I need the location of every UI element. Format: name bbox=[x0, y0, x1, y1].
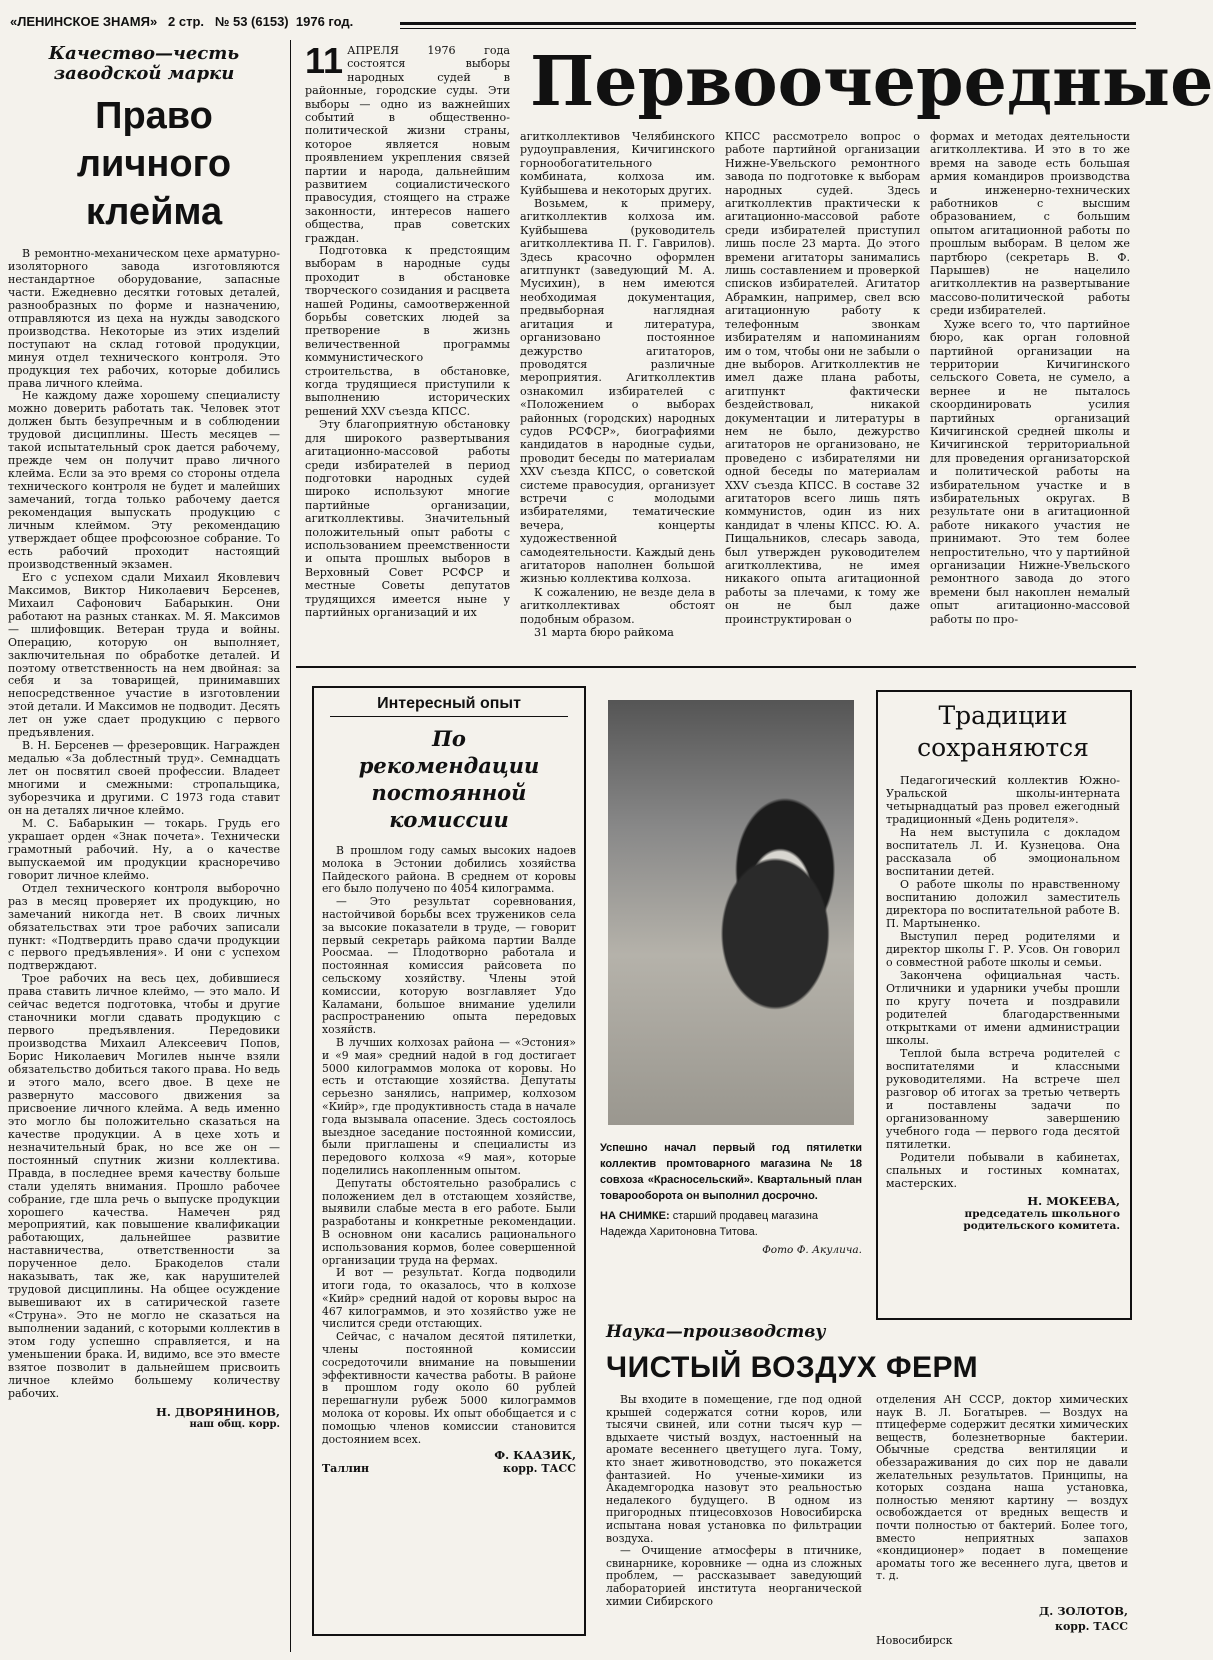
article-body bbox=[8, 248, 280, 1401]
photo-caption: Успешно начал первый год пятилетки коллектив промтоварного магазина № 18 совхоза «Красносельский». Квартальный план товарооборота он выполнил досрочно. bbox=[600, 1142, 862, 1202]
paragraph: Возьмем, к примеру, агитколлектив колхоза им. Куйбышева (руководитель агитколлектива П. Г. Гаврилов). Здесь красочно оформлен агитпункт (заведующий М. А. Мусихин), в нем имеются необходимая документация, предвыборная наглядная агитация и литература, организовано постоянное дежурство агитаторов, проводятся различные мероприятия. Агитколлектив ознакомил избирателей с «Положением о выборах районных (городских) народных судов РСФСР», биографиями кандидатов в народные судьи, проводит беседы по материалам XXV съезда КПСС, о советской системе правосудия, организует встречи с молодыми избирателями, тематические вечера, концерты художественной самодеятельности. Каждый день агитаторов наполнен большой жизнью коллектива колхоза. bbox=[520, 197, 715, 586]
signature-role: корр. ТАСС bbox=[503, 1462, 576, 1476]
masthead-issue: № 53 (6153) bbox=[214, 14, 289, 29]
paragraph: формах и методах деятельности агитколлектива. И это в то же время на заводе есть большая армия командиров производства и инженерно-технических работников с высшим образованием, с большим опытом агитационной работы по прошлым выборам. В целом же партбюро (секретарь В. Ф. Парышев) не нацелило агитколлектив на развертывание массово-политической работы среди избирателей. bbox=[930, 130, 1130, 318]
photo-caption-block bbox=[600, 1140, 862, 1310]
article-commission bbox=[322, 694, 576, 1630]
paragraph: Родители побывали в кабинетах, спальных и гостиных комнатах, мастерских. bbox=[886, 1151, 1120, 1190]
paragraph: Теплой была встреча родителей с воспитателями и классными руководителями. На встрече шел разговор об итогах за третью четверть и поставлены задачи по организованному завершению учебного года — первого года десятой пятилетки. bbox=[886, 1047, 1120, 1151]
article4-footer bbox=[876, 1620, 1128, 1647]
photo-description: старший продавец магазина Надежда Харитоновна Титова. bbox=[600, 1210, 819, 1238]
paragraph: 31 марта бюро райкома bbox=[534, 626, 674, 640]
paragraph: В. Н. Берсенев — фрезеровщик. Награжден медалью «За доблестный труд». Семнадцать лет он посвятил своей профессии. Владеет многими и смежными: стропальщика, зуборезчика и другими. С 1973 года ставит он на деталях личное клеймо. bbox=[8, 739, 280, 817]
signature: Н. ДВОРЯНИНОВ, bbox=[156, 1404, 280, 1419]
article-title: Традиции сохраняются bbox=[917, 701, 1089, 762]
article-col-1 bbox=[606, 1394, 862, 1656]
paragraph: Закончена официальная часть. Отличники и ударники учебы прошли по кругу почета и поздравили родителей благодарственными открытками от имени администрации школы. bbox=[886, 969, 1120, 1047]
signature-role: председатель школьного родительского комитета. bbox=[963, 1208, 1120, 1232]
article-rubric: Качество—честь заводской марки bbox=[48, 43, 240, 84]
paragraph: — Это результат соревнования, настойчивой борьбы всех тружеников села за высокие показатели в труде, — говорит первый секретарь райкома партии Валде Роосмаа. — Плодотворно работала и постоянная комиссия райсовета по сельскому хозяйству. Члены этой комиссии, которую возглавляет Удо Каламани, большое внимание уделили распространению опыта передовых хозяйств. bbox=[322, 895, 576, 1037]
paragraph: В лучших колхозах района — «Эстония» и «9 мая» средний надой в год достигает 5000 килограммов молока от коровы. Но есть и отстающие хозяйства. Депутаты серьезно занялись, например, колхозом «Кийр», где продуктивность стада в начале года вызывала опасение. Здесь состоялось выездное заседание постоянной комиссии, были приглашены и специалисты из передового колхоза «9 мая», которые поделились накопленным опытом. bbox=[322, 1035, 576, 1177]
article-title: Право личного клейма bbox=[76, 95, 232, 233]
paragraph: Сейчас, с началом десятой пятилетки, члены постоянной комиссии сосредоточили внимание на повышении эффективности качества работы. В районе в прошлом году около 60 рублей перешагнули рубеж 5000 килограммов молока от коровы. Их опыт обобщается и с помощью членов комиссии становится достоянием всех. bbox=[322, 1330, 576, 1446]
paragraph: И вот — результат. Когда подводили итоги года, то оказалось, что в колхозе «Кийр» средний надой от коровы вырос на 467 килограммов, и это хозяйство уже не числится среди отстающих. bbox=[322, 1266, 576, 1331]
photo-label: НА СНИМКЕ: bbox=[600, 1210, 670, 1222]
masthead-rule bbox=[400, 22, 1136, 25]
paragraph: КПСС рассмотрело вопрос о работе партийной организации Нижне-Увельского ремонтного завода по подготовке к выборам народных судей. Здесь агитколлектив практически к агитационно-массовой работе среди избирателей приступил лишь после 23 марта. До этого времени агитаторы занимались лишь составлением и проверкой списков избирателей. Агитатор Абрамкин, например, свел всю агитационную работу к телефонным звонкам избирателям и напоминаниям им о том, чтобы они не забыли о дне выборов. Агитколлектив не имел даже плана работы, агитпункт фактически бездействовал, никакой документации и литературы в нем не было, дежурство агитаторов не организовано, не проведено с избирателями ни одной беседы по материалам XXV съезда КПСС. В составе 32 агитаторов всего лишь пять коммунистов, один из них кандидат в члены КПСС. Ю. А. Пищальников, слесарь завода, был утвержден руководителем агитколлектива, не имея никакого опыта агитационной работы за плечами, к тому же он не был даже проинструктирован о bbox=[725, 130, 920, 626]
paragraph: В ремонтно-механическом цехе арматурно-изоляторного завода изготовляются нестандартное оборудование, запасные части. Ежедневно десятки готовых деталей, разнообразных по форме и назначению, отправляются из цеха на нужды заводского производства. Некоторые из этих изделий поступают на склад готовой продукции, минуя отдел технического контроля. Это продукция тех рабочих, которые добились права личного клейма. bbox=[8, 247, 280, 390]
signature: Д. ЗОЛОТОВ, bbox=[1038, 1604, 1128, 1618]
editorial-intro bbox=[305, 40, 510, 245]
paragraph: М. С. Бабарыкин — токарь. Грудь его украшает орден «Знак почета». Технически грамотный рабочий. Ну, а о качестве выпускаемой им продукции красноречиво говорит личное клеймо. bbox=[8, 816, 280, 882]
paragraph: В прошлом году самых высоких надоев молока в Эстонии добились хозяйства Пайдеского района. В среднем от коровы его было получено по 4054 килограмма. bbox=[322, 844, 576, 896]
paragraph: Депутаты обстоятельно разобрались с положением дел в отстающем хозяйстве, выявили слабые места в его работе. Были разработаны и конкретные рекомендации. В основном они касались рационального использования кормов, более совершенной организации труда на фермах. bbox=[322, 1176, 576, 1267]
article-body bbox=[886, 774, 1120, 1190]
signature-role: наш общ. корр. bbox=[189, 1418, 280, 1430]
paragraph: Эту благоприятную обстановку для широкого развертывания агитационно-массовой работы среди избирателей в период подготовки народных судей широко используют многие партийные организации, агитколлективы. Значительный положительный опыт работы с использованием преемственности и опыта прошлых выборов в Верховный Совет РСФСР и местные Советы депутатов трудящихся имеется ныне у партийных организаций и их bbox=[305, 418, 510, 619]
paragraph: К сожалению, не везде дела в агитколлективах обстоят подобным образом. bbox=[520, 585, 715, 626]
masthead-year: 1976 год. bbox=[295, 14, 354, 29]
paragraph: Подготовка к предстоящим выборам в народные суды проходит в обстановке творческого созидания и расцвета нашей Родины, самоотверженной борьбы советских людей за претворение в жизнь величественной программы коммунистического строительства, в обстановке, когда трудящиеся приступили к выполнению исторических решений XXV съезда КПСС. bbox=[305, 244, 510, 418]
article-traditions bbox=[886, 700, 1120, 1312]
editorial-col-3 bbox=[725, 130, 920, 654]
editorial-col-2 bbox=[520, 130, 715, 654]
signature: Ф. КААЗИК, bbox=[494, 1448, 576, 1463]
paragraph: — Очищение атмосферы в птичнике, свинарнике, коровнике — одна из сложных проблем, — рассказывает заведующий лабораторией института неорганической химии Сибирского bbox=[606, 1544, 862, 1608]
column-rule bbox=[290, 40, 291, 1652]
masthead-paper: «ЛЕНИНСКОЕ ЗНАМЯ» bbox=[10, 14, 158, 29]
dateline: Таллин bbox=[322, 1462, 370, 1476]
editorial-title: Первоочередные bbox=[530, 42, 1213, 122]
section-rule bbox=[296, 666, 1136, 668]
article-rubric: Наука—производству bbox=[606, 1322, 826, 1342]
article-personal-stamp bbox=[8, 40, 280, 1655]
paragraph: Трое рабочих на весь цех, добившиеся права ставить личное клеймо, — это мало. И сейчас ведется подготовка, чтобы и другие станочники могли сдавать продукцию с первого предъявления. Передовики производства Михаил Алексеевич Попов, Борис Николаевич Могилев нынче взяли обязательство добиться такого права. Но ведь и этого мало, всего двое. В цехе не развернуто массового движения за присвоение личного клейма. А ведь именно это могло бы положительно сказаться на качестве продукции. А в цехе хоть и незначительный брак, но все же он — постоянный спутник жизни коллектива. Правда, в последнее время качеству больше стали уделять внимания. Прошло рабочее собрание, где шла речь о выпуске продукции хорошего качества. Намечен ряд мероприятий, как повышение квалификации работающих, дальнейшее развитие наставничества, ответственности за порученное дело. Бракоделов стали наказывать, так же, как нарушителей трудовой дисциплины. На общее осуждение вывешивают их в сатирической газете «Струна». Это не могло не сказаться на выполнении заданий, с которыми коллектив в этом году успешно справляется, и на уменьшении брака. И, видимо, все это вместе взятое позволит в дальнейшем присвоить личное клеймо большему количеству рабочих. bbox=[8, 972, 280, 1400]
paragraph: отделения АН СССР, доктор химических наук В. Л. Богатырев. — Воздух на птицеферме содержит десятки химических веществ, болезнетворные бактерии. Обычные средства вентиляции и обеззараживания до сих пор не давали желательных результатов. Принципы, на которых создана наша установка, полностью меняют картину — воздух освобождается от вредных веществ и почти полностью от бактерий. Более того, вместо неприятных запахов «кондиционер» подает в помещение ароматы того же весеннего луга, цветов и т. д. bbox=[876, 1393, 1128, 1583]
paragraph: Выступил перед родителями и директор школы Г. Р. Усов. Он говорил о совместной работе школы и семьи. bbox=[886, 930, 1120, 969]
article-col-2 bbox=[876, 1394, 1128, 1598]
paragraph: Вы входите в помещение, где под одной крышей содержатся сотни коров, или тысячи свиней, или сотни тысяч кур — вдыхаете чистый воздух, настоенный на аромате весеннего цветущего луга. Тому, кто знает животноводство, это покажется фантазией. Но ученые-химики из Академгородка назовут это реальностью недалекого будущего. В одном из пригородных птицесовхозов Новосибирска испытана новая установка по фильтрации воздуха. bbox=[606, 1393, 862, 1545]
article-body bbox=[322, 845, 576, 1446]
signature: Н. МОКЕЕВА, bbox=[1027, 1194, 1120, 1208]
paragraph: О работе школы по нравственному воспитанию доложил заместитель директора по воспитательной работе В. П. Мартыненко. bbox=[886, 878, 1120, 930]
dateline: Новосибирск bbox=[876, 1634, 953, 1647]
paragraph: Его с успехом сдали Михаил Яковлевич Максимов, Виктор Николаевич Берсенев, Михаил Сафонович Бабарыкин. Они работают на разных станках. М. Я. Максимов — шлифовщик. Ветеран труда и войны. Операцию, которую он выполняет, заключительная по обработке деталей. И поэтому ответственность на нем двойная: за себя и за товарищей, принимавших непосредственное участие в изготовлении этой детали. И Максимов не подводит. Десять лет он уже сдает продукцию с первого предъявления. bbox=[8, 570, 280, 740]
photo-store-clerk bbox=[608, 700, 854, 1125]
dropcap: 11 bbox=[305, 40, 344, 81]
editorial-col-4 bbox=[930, 130, 1130, 654]
paragraph: На нем выступила с докладом воспитатель Л. И. Кузнецова. Она рассказала об эмоциональном воспитании детей. bbox=[886, 826, 1120, 878]
article-title: По рекомендации постоянной комиссии bbox=[358, 726, 540, 832]
paragraph: агитколлективов Челябинского рудоуправления, Кичигинского горнообогатительного комбината, колхоза им. Куйбышева и некоторых других. bbox=[520, 130, 715, 197]
editorial-intro-text: АПРЕЛЯ 1976 года состоятся выборы народных судей в районные, городские суды. Эти выборы — одно из важнейших событий в общественно-политической жизни страны, которое является новым проявлением укрепления связей партии и народа, дальнейшим развитием социалистического правосудия, стоящего на страже законности, интересов нашего общества, прав советских граждан. bbox=[305, 44, 510, 245]
paragraph: Хуже всего то, что партийное бюро, как орган головной партийной организации на территории Кичигинского сельского Совета, не сумело, а вернее и не пыталось скоординировать усилия партийных организаций Кичигинской средней школы и Кичигинской территориальной для проведения организаторской и политической работы на избирательном участке и в избирательных округах. В результате они в агитационной работе никакого участия не принимают. Это тем более непростительно, что у партийной организации Нижне-Увельского ремонтного завода до этого времени был накоплен немалый опыт агитационно-массовой работы по про- bbox=[930, 317, 1130, 626]
photo-credit: Фото Ф. Акулича. bbox=[762, 1244, 862, 1256]
editorial-col-1 bbox=[305, 244, 510, 654]
article-rubric: Интересный опыт bbox=[330, 694, 568, 717]
paragraph: Педагогический коллектив Южно-Уральской школы-интерната четырнадцатый раз провел ежегодный традиционный «День родителя». bbox=[886, 774, 1120, 826]
signature-role: корр. ТАСС bbox=[1055, 1620, 1128, 1633]
article-title: ЧИСТЫЙ ВОЗДУХ ФЕРМ bbox=[606, 1351, 979, 1384]
masthead-page: 2 стр. bbox=[168, 14, 205, 29]
masthead-rule-thin bbox=[400, 28, 1136, 29]
paragraph: Не каждому даже хорошему специалисту можно доверить работать так. Человек этот должен быть безупречным и в соблюдении трудовой дисциплины. Шесть месяцев — такой испытательный срок дается рабочему, прежде чем он получит право личного клейма. Если за это время со стороны отдела технического контроля не будет и малейших замечаний, тогда только рабочему дается рекомендация выпускать продукцию с личным клеймом. Эту рекомендацию утверждает общее профсоюзное собрание. То есть рабочий проходит настоящий производственный экзамен. bbox=[8, 389, 280, 571]
paragraph: Отдел технического контроля выборочно раз в месяц проверяет их продукцию, но замечаний никогда нет. В своих личных обязательствах эти трое рабочих записали пункт: «Подтвердить право сдачи продукции с первого предъявления». И они с успехом подтверждают. bbox=[8, 881, 280, 973]
